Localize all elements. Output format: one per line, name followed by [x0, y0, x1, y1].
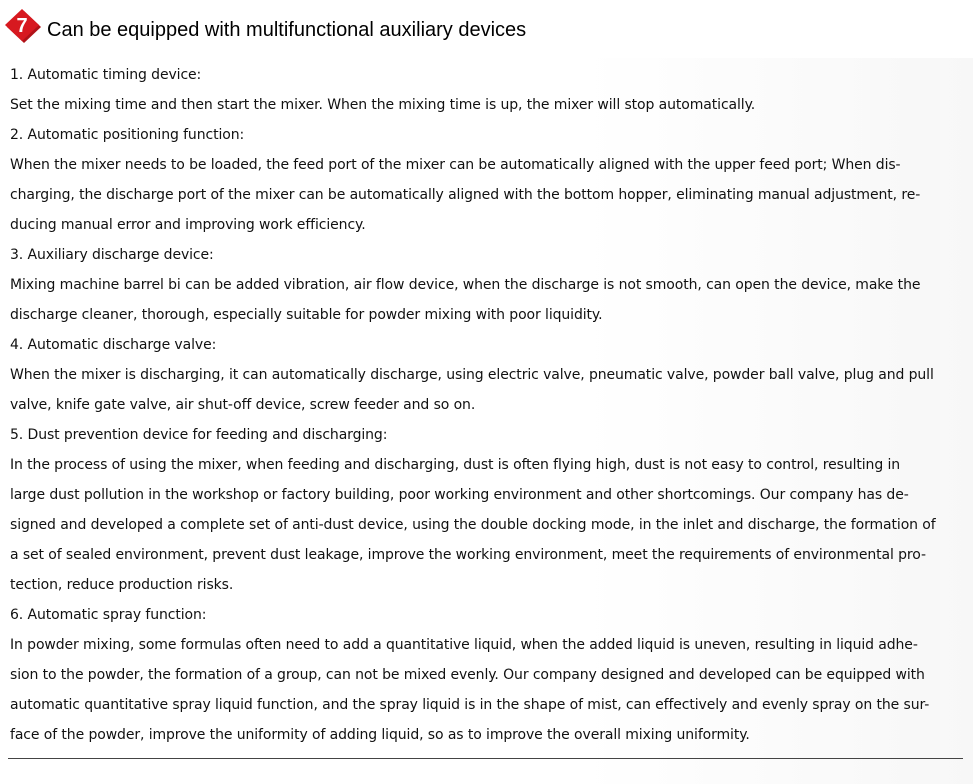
item-text: face of the powder, improve the uniformity of adding liquid, so as to improve the overall mixing uniformity.	[10, 727, 750, 743]
item-text: automatic quantitative spray liquid function, and the spray liquid is in the shape of mist, can effectively and evenly spray on the sur-	[10, 697, 930, 713]
section-header	[0, 0, 973, 58]
item-text: large dust pollution in the workshop or factory building, poor working environment and other shortcomings. Our company has de-	[10, 487, 909, 503]
item-text: valve, knife gate valve, air shut-off device, screw feeder and so on.	[10, 397, 476, 413]
item-text: a set of sealed environment, prevent dust leakage, improve the working environment, meet the requirements of environmental pro-	[10, 547, 926, 563]
item-text: sion to the powder, the formation of a group, can not be mixed evenly. Our company designed and developed can be equipped with	[10, 667, 925, 683]
item-text: When the mixer is discharging, it can automatically discharge, using electric valve, pneumatic valve, powder ball valve, plug and pull	[10, 367, 934, 383]
bottom-divider	[8, 758, 963, 759]
item-text: tection, reduce production risks.	[10, 577, 234, 593]
feature-list	[10, 60, 960, 750]
item-text: In the process of using the mixer, when feeding and discharging, dust is often flying high, dust is not easy to control, resulting in	[10, 457, 901, 473]
item-heading: 5. Dust prevention device for feeding and discharging:	[10, 427, 388, 443]
diamond-icon	[4, 7, 44, 45]
item-text: In powder mixing, some formulas often need to add a quantitative liquid, when the added liquid is uneven, resulting in liquid adhe-	[10, 637, 918, 653]
item-text: signed and developed a complete set of anti-dust device, using the double docking mode, in the inlet and discharge, the formation of	[10, 517, 936, 533]
item-heading: 2. Automatic positioning function:	[10, 127, 245, 143]
item-heading: 1. Automatic timing device:	[10, 67, 202, 83]
item-heading: 4. Automatic discharge valve:	[10, 337, 217, 353]
item-text: Set the mixing time and then start the mixer. When the mixing time is up, the mixer will stop automatically.	[10, 97, 756, 113]
section-title: Can be equipped with multifunctional auxiliary devices	[47, 19, 527, 41]
item-text: When the mixer needs to be loaded, the feed port of the mixer can be automatically aligned with the upper feed port; When dis-	[10, 157, 901, 173]
item-text: ducing manual error and improving work efficiency.	[10, 217, 366, 233]
item-text: Mixing machine barrel bi can be added vibration, air flow device, when the discharge is not smooth, can open the device, make the	[10, 277, 921, 293]
item-text: charging, the discharge port of the mixer can be automatically aligned with the bottom hopper, eliminating manual adjustment, re-	[10, 187, 921, 203]
badge-number: 7	[16, 15, 28, 37]
item-text: discharge cleaner, thorough, especially suitable for powder mixing with poor liquidity.	[10, 307, 603, 323]
item-heading: 6. Automatic spray function:	[10, 607, 207, 623]
item-heading: 3. Auxiliary discharge device:	[10, 247, 214, 263]
number-diamond-badge	[4, 7, 44, 45]
